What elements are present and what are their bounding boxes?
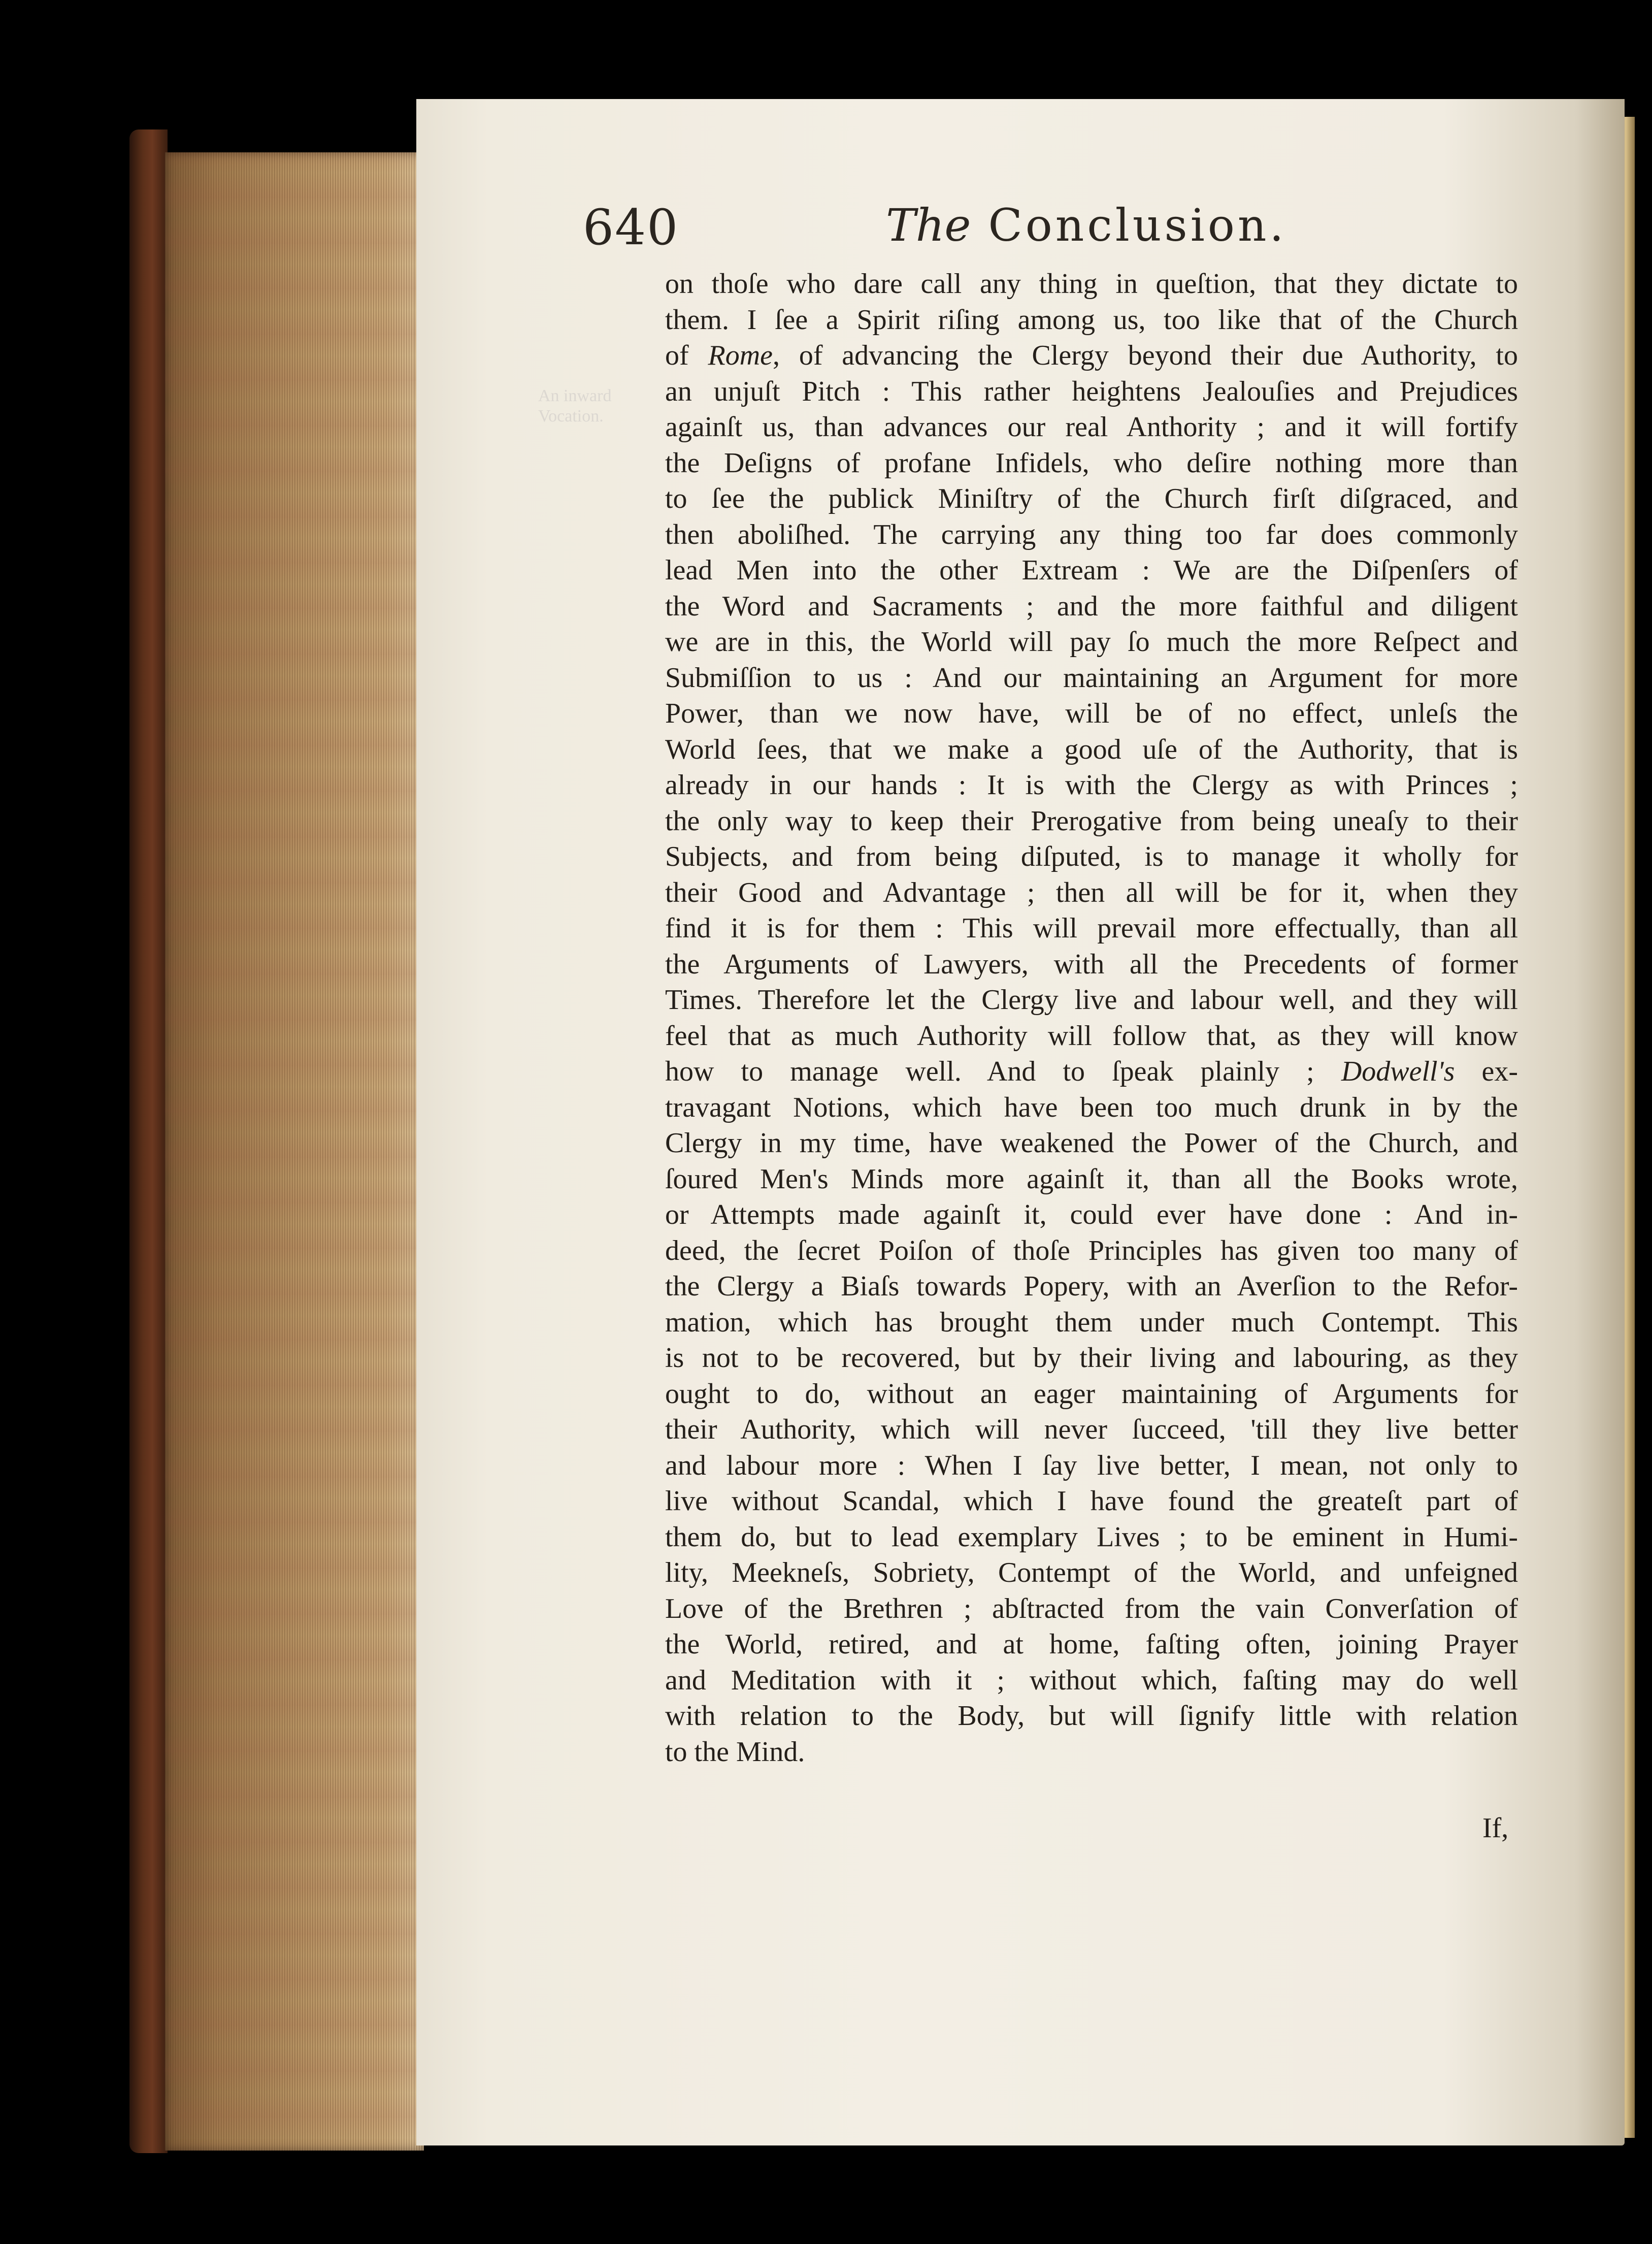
text-line: how to manage well. And to ſpeak plainly ; Dodwell's ex- bbox=[665, 1056, 1518, 1087]
text-line: Times. Therefore let the Clergy live and labour well, and they will bbox=[665, 984, 1518, 1016]
show-through-line: An inward bbox=[538, 386, 612, 405]
text-line: them. I ſee a Spirit riſing among us, too like that of the Church bbox=[665, 304, 1518, 336]
running-head bbox=[886, 199, 1286, 251]
text-line: the Word and Sacraments ; and the more faithful and diligent bbox=[665, 590, 1518, 622]
text-line: lead Men into the other Extream : We are the Diſpenſers of bbox=[665, 555, 1518, 586]
catchword: If, bbox=[1482, 1812, 1509, 1844]
text-line: deed, the ſecret Poiſon of thoſe Principles has given too many of bbox=[665, 1234, 1518, 1266]
text-line: and Meditation with it ; without which, faſting may do well bbox=[665, 1664, 1518, 1696]
page-number: 640 bbox=[583, 199, 679, 256]
text-line: then aboliſhed. The carrying any thing too far does commonly bbox=[665, 518, 1518, 550]
page-stack-fore-edge bbox=[165, 152, 424, 2151]
text-line: travagant Notions, which have been too much drunk in by the bbox=[665, 1091, 1518, 1123]
text-line: the Deſigns of profane Infidels, who deſire nothing more than bbox=[665, 447, 1518, 479]
text-line: World ſees, that we make a good uſe of the Authority, that is bbox=[665, 733, 1518, 765]
text-line: with relation to the Body, but will ſignify little with relation bbox=[665, 1700, 1518, 1732]
text-line: of Rome, of advancing the Clergy beyond their due Authority, to bbox=[665, 340, 1518, 371]
text-line: their Authority, which will never ſucceed, 'till they live better bbox=[665, 1414, 1518, 1445]
running-head-title: Conclusion. bbox=[988, 199, 1287, 251]
text-line: Love of the Brethren ; abſtracted from the vain Converſation of bbox=[665, 1592, 1518, 1624]
text-line: and labour more : When I ſay live better, I mean, not only to bbox=[665, 1449, 1518, 1481]
text-line: mation, which has brought them under much Contempt. This bbox=[665, 1306, 1518, 1338]
text-line: feel that as much Authority will follow that, as they will know bbox=[665, 1020, 1518, 1052]
text-line: Submiſſion to us : And our maintaining an Argument for more bbox=[665, 662, 1518, 694]
text-line: the Clergy a Biaſs towards Popery, with an Averſion to the Refor- bbox=[665, 1271, 1518, 1302]
text-line: the World, retired, and at home, faſting often, joining Prayer bbox=[665, 1629, 1518, 1660]
text-line: find it is for them : This will prevail more effectually, than all bbox=[665, 913, 1518, 944]
text-line: Subjects, and from being diſputed, is to manage it wholly for bbox=[665, 841, 1518, 872]
text-line: is not to be recovered, but by their living and labouring, as they bbox=[665, 1342, 1518, 1374]
text-line: their Good and Advantage ; then all will be for it, when they bbox=[665, 876, 1518, 908]
body-text bbox=[665, 266, 1518, 1770]
text-line: lity, Meekneſs, Sobriety, Contempt of the World, and unfeigned bbox=[665, 1557, 1518, 1588]
text-line: to ſee the publick Miniſtry of the Church firſt diſgraced, and bbox=[665, 483, 1518, 514]
text-line: the only way to keep their Prerogative from being uneaſy to their bbox=[665, 805, 1518, 837]
text-line: Power, than we now have, will be of no effect, unleſs the bbox=[665, 698, 1518, 729]
text-line: ſoured Men's Minds more againſt it, than all the Books wrote, bbox=[665, 1163, 1518, 1195]
book-cover-edge bbox=[129, 129, 168, 2153]
italic-name: Rome bbox=[708, 340, 773, 371]
show-through-margin-note bbox=[538, 386, 611, 427]
text-line: them do, but to lead exemplary Lives ; to be eminent in Humi- bbox=[665, 1521, 1518, 1553]
running-head-prefix: The bbox=[886, 199, 971, 251]
text-line: ought to do, without an eager maintaining of Arguments for bbox=[665, 1378, 1518, 1410]
show-through-line: Vocation. bbox=[538, 407, 604, 426]
text-line: already in our hands : It is with the Clergy as with Princes ; bbox=[665, 769, 1518, 801]
text-line: Clergy in my time, have weakened the Power of the Church, and bbox=[665, 1127, 1518, 1159]
text-line: to the Mind. bbox=[665, 1736, 805, 1768]
text-line: or Attempts made againſt it, could ever have done : And in- bbox=[665, 1199, 1518, 1230]
italic-name: Dodwell's bbox=[1341, 1056, 1455, 1087]
text-line: the Arguments of Lawyers, with all the Precedents of former bbox=[665, 948, 1518, 980]
text-line: live without Scandal, which I have found the greateſt part of bbox=[665, 1485, 1518, 1517]
text-line: on thoſe who dare call any thing in queſtion, that they dictate to bbox=[665, 268, 1518, 300]
text-line: we are in this, the World will pay ſo much the more Reſpect and bbox=[665, 626, 1518, 658]
text-line: againſt us, than advances our real Anthority ; and it will fortify bbox=[665, 411, 1518, 443]
text-line: an unjuſt Pitch : This rather heightens Jealouſies and Prejudices bbox=[665, 375, 1518, 407]
